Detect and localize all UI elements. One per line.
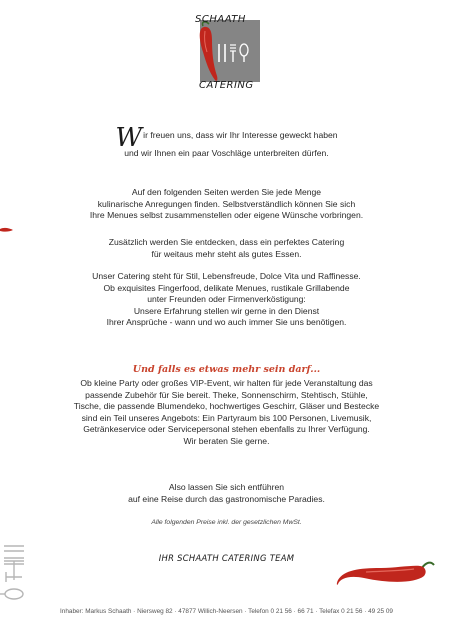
- text-line: Ob kleine Party oder großes VIP-Event, wir halten für jede Veranstaltung das: [80, 378, 373, 388]
- chili-pepper-icon: [336, 556, 436, 588]
- logo-wordmark-top: SCHAATH: [195, 14, 246, 25]
- paragraph-3: [40, 271, 413, 329]
- text-line: sind ein Teil unseres Angebots: Ein Partyraum bis 100 Personen, Livemusik,: [81, 412, 372, 423]
- team-signature: IHR SCHAATH CATERING TEAM: [158, 553, 295, 563]
- text-line: passende Zubehör für Sie bereit. Theke, Sonnenschirm, Stehtisch, Stühle,: [85, 389, 368, 400]
- text-line: für weitaus mehr steht als gutes Essen.: [151, 248, 302, 259]
- text-line: Tische, die passende Blumendeko, hochwertiges Geschirr, Gläser und Bestecke: [73, 401, 380, 412]
- text-line: Ihre Menues selbst zusammenstellen oder eigene Wünsche vorbringen.: [89, 210, 364, 221]
- paragraph-5: [40, 482, 413, 505]
- text-line: Ihrer Ansprüche - wann und wo auch immer Sie uns benötigen.: [106, 317, 347, 328]
- section-heading: Und falls es etwas mehr sein darf...: [132, 364, 321, 375]
- chili-pepper-edge-icon: [0, 226, 14, 234]
- text-line: unter Freunden oder Firmenverköstigung:: [147, 294, 306, 305]
- text-line: Auf den folgenden Seiten werden Sie jede Menge: [131, 187, 322, 197]
- text-line: Zusätzlich werden Sie entdecken, dass ein perfektes Catering: [108, 237, 345, 247]
- text-line: Also lassen Sie sich entführen: [168, 482, 285, 492]
- paragraph-2: [40, 237, 413, 260]
- logo: [195, 14, 263, 91]
- intro-line-2: und wir Ihnen ein paar Voschläge unterbreiten dürfen.: [124, 148, 329, 158]
- text-line: Getränkeservice oder Servicepersonal stehen ebenfalls zu Ihrer Verfügung.: [83, 424, 370, 435]
- drop-cap: W: [115, 123, 143, 153]
- text-line: Unsere Erfahrung stellen wir gerne in den Dienst: [133, 305, 320, 316]
- intro-line-1: ir freuen uns, dass wir Ihr Interesse geweckt haben: [143, 130, 338, 140]
- intro-paragraph: [40, 123, 413, 160]
- logo-wordmark-bottom: CATERING: [199, 80, 254, 91]
- cutlery-icon: [217, 42, 253, 64]
- text-line: kulinarische Anregungen finden. Selbstverständlich können Sie sich: [97, 198, 356, 209]
- price-note: Alle folgenden Preise inkl. der gesetzlichen MwSt.: [151, 519, 302, 526]
- text-line: Ob exquisites Fingerfood, delikate Menues, rustikale Grillabende: [103, 282, 350, 293]
- footer-contact: Inhaber: Markus Schaath · Niersweg 82 · 47877 Willich-Neersen · Telefon 0 21 56 · 66 71 · Telefax 0 21 56 · 49 25 09: [60, 608, 393, 615]
- cutlery-outline-icon: [0, 544, 28, 606]
- text-line: Unser Catering steht für Stil, Lebensfreude, Dolce Vita und Raffinesse.: [92, 271, 361, 281]
- paragraph-1: [40, 187, 413, 222]
- paragraph-4: [40, 378, 413, 448]
- text-line: Wir beraten Sie gerne.: [183, 435, 270, 446]
- text-line: auf eine Reise durch das gastronomische Paradies.: [128, 493, 325, 504]
